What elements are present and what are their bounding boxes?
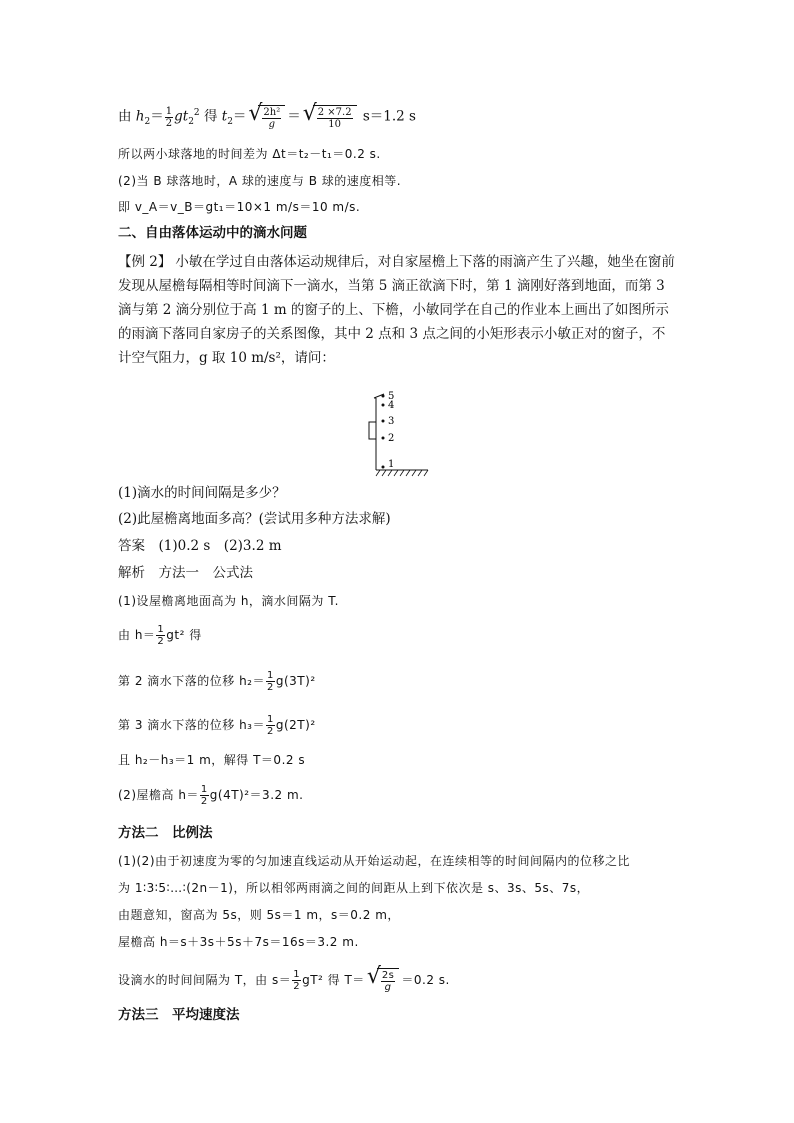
drop-4 <box>382 404 385 407</box>
method-2-heading: 方法二 比例法 <box>118 825 213 841</box>
text-line: 且 h₂－h₃＝1 m，解得 T＝0.2 s <box>118 753 306 767</box>
text-line: 屋檐高 h＝s＋3s＋5s＋7s＝16s＝3.2 m. <box>118 935 359 949</box>
drop-3 <box>382 420 385 423</box>
label-4: 4 <box>388 400 395 411</box>
question-2: (2)此屋檐离地面多高？(尝试用多种方法求解) <box>118 511 391 527</box>
text-line: (1)设屋檐离地面高为 h，滴水间隔为 T. <box>118 594 339 608</box>
drop-5 <box>382 395 385 398</box>
text-line: 为 1∶3∶5∶…∶(2n－1)，所以相邻两雨滴之间的间距从上到下依次是 s、3s、5s、7s， <box>118 881 590 895</box>
text-line: (2)当 B 球落地时，A 球的速度与 B 球的速度相等. <box>118 174 402 188</box>
text: 由 <box>118 108 136 125</box>
raindrop-figure <box>360 388 440 478</box>
text-line: (1)(2)由于初速度为零的匀加速直线运动从开始运动起，在连续相等的时间间隔内的位移之比 <box>118 854 630 868</box>
drop-1 <box>382 466 385 469</box>
question-1: (1)滴水的时间间隔是多少？ <box>118 485 286 501</box>
analysis-heading: 解析 方法一 公式法 <box>118 565 253 581</box>
label-2: 2 <box>388 433 395 444</box>
sqrt-expression: √ $\frac{2 \times 7.2}{10}$ <box>303 105 357 130</box>
example-body: 小敏在学过自由落体运动规律后，对自家屋檐上下落的雨滴产生了兴趣，她坐在窗前发现从屋檐每隔相等时间滴下一滴水，当第 5 滴正欲滴下时，第 1 滴刚好落到地面，而第 3 滴与第 2 滴分别位于高 1 m 的窗子的上、下檐，小敏同学在自己的作业本上画出了如图所示的雨滴下落同自家房子的关系图像，其中 2 点和 3 点之间的小矩形表示小敏正对的窗子，不计空气阻力，g 取 10 m/s²，请问： <box>118 254 675 366</box>
text-line: 由题意知，窗高为 5s，则 5s＝1 m，s＝0.2 m， <box>118 908 400 922</box>
sqrt-expression: √ $\frac{\text{2h²}}{g}$ <box>248 105 285 130</box>
equation-line-1: 由 $h_2=$ $\frac{1}{2}$ $gt_2^2$ 得 $t_2=$ √ $\frac{\text{2h²}}{g}$ ＝ √ $\frac{2 \times 7.2}{10}$ s＝1.2 s <box>118 100 416 130</box>
label-3: 3 <box>388 416 395 427</box>
label-5: 5 <box>388 391 395 402</box>
text: 得 <box>203 108 218 125</box>
equation-line: 由 h＝ $\frac{1}{2}$ gt² 得 <box>118 624 202 647</box>
method-3-heading: 方法三 平均速度法 <box>118 1007 240 1023</box>
fraction: $\frac{1}{2}$ <box>165 105 173 129</box>
label-1: 1 <box>388 459 395 470</box>
equation-line: 设滴水的时间间隔为 T，由 s＝ $\frac{1}{2}$ gT² 得 T＝ √ $\frac{2s}{g}$ ＝0.2 s. <box>118 964 450 993</box>
equation-line: 第 3 滴水下落的位移 h₃＝ $\frac{1}{2}$ g(2T)² <box>118 714 316 737</box>
example-tag: 【例 2】 <box>118 254 172 270</box>
text: s＝1.2 s <box>362 108 416 125</box>
equation-line: (2)屋檐高 h＝ $\frac{1}{2}$ g(4T)²＝3.2 m. <box>118 784 304 807</box>
answer: 答案 (1)0.2 s (2)3.2 m <box>118 538 282 554</box>
drop-2 <box>382 437 385 440</box>
equation-line: 第 2 滴水下落的位移 h₂＝ $\frac{1}{2}$ g(3T)² <box>118 670 316 693</box>
section-heading: 二、自由落体运动中的滴水问题 <box>118 225 307 241</box>
text-line: 即 v_A＝v_B＝gt₁＝10×1 m/s＝10 m/s. <box>118 200 361 214</box>
text-line: 所以两小球落地的时间差为 Δt＝t₂－t₁＝0.2 s. <box>118 147 381 161</box>
example-paragraph <box>118 250 678 370</box>
